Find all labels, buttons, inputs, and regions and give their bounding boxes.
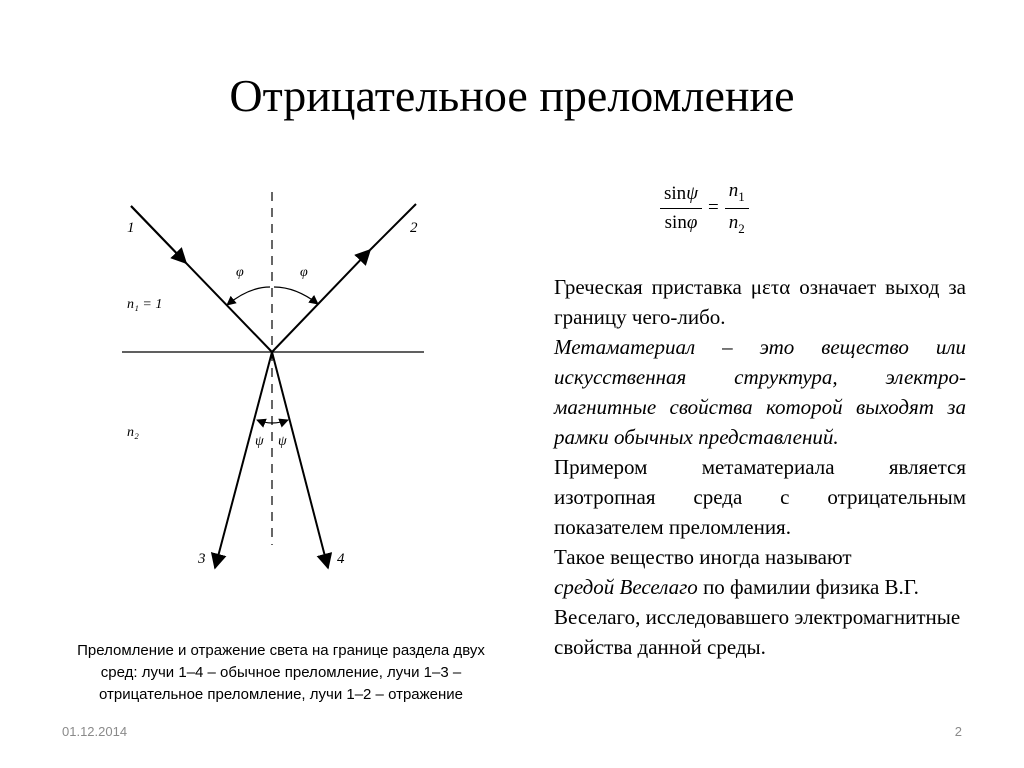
ray-label-2: 2	[410, 220, 418, 236]
caption-line-2: сред: лучи 1–4 – обычное преломление, лучи 1–3 –	[100, 664, 462, 681]
ray-4-normal-refraction	[272, 352, 328, 568]
snell-formula	[660, 180, 749, 237]
paragraph-example: Примером метаматериала является изотропная среда с отрицательным показателем преломления.	[554, 455, 966, 539]
ray-2-reflected	[272, 250, 370, 352]
caption-line-3: отрицательное преломление, лучи 1–2 – отражение	[98, 686, 464, 703]
paragraph-veselago: Такое вещество иногда называют средой Веселаго по фамилии физика В.Г. Веселаго, исследовавшего электромагнитные свойства данной среды.	[554, 545, 961, 659]
angle-phi-right: φ	[300, 265, 308, 280]
angle-psi-left: ψ	[255, 434, 264, 449]
slide-title: Отрицательное преломление	[229, 70, 795, 121]
arc-phi-left	[227, 287, 270, 305]
caption-line-1: Преломление и отражение света на границе раздела двух	[77, 642, 485, 659]
ray-3-negative-refraction	[215, 352, 272, 568]
figure-caption	[34, 640, 528, 706]
ray-label-3: 3	[198, 551, 206, 567]
angle-phi-left: φ	[236, 265, 244, 280]
medium-2-label: n₂	[127, 425, 139, 440]
ray-1-arrow	[131, 206, 186, 263]
formula-equals: =	[708, 197, 719, 219]
formula-lhs: $\frac{\sin\psi}{\sin\varphi}$	[660, 183, 702, 234]
formula-rhs: $\frac{n_1}{n_2}$	[725, 180, 749, 237]
ray-label-1: 1	[127, 220, 135, 236]
angle-psi-right: ψ	[278, 434, 287, 449]
paragraph-meta-prefix: Греческая приставка μετα означает выход за границу чего-либо.	[554, 275, 966, 329]
arc-phi-right	[274, 287, 318, 304]
page-number: 2	[954, 724, 962, 739]
ray-label-4: 4	[337, 551, 345, 567]
refraction-diagram	[110, 185, 440, 585]
body-text	[554, 272, 966, 662]
paragraph-metamaterial-definition: Метаматериал – это вещество или искусственная структура, электро-магнитные свойства которой выходят за рамки обычных представлений.	[554, 335, 966, 449]
footer-date: 01.12.2014	[62, 724, 128, 739]
medium-1-label: n₁ = 1	[127, 297, 163, 312]
